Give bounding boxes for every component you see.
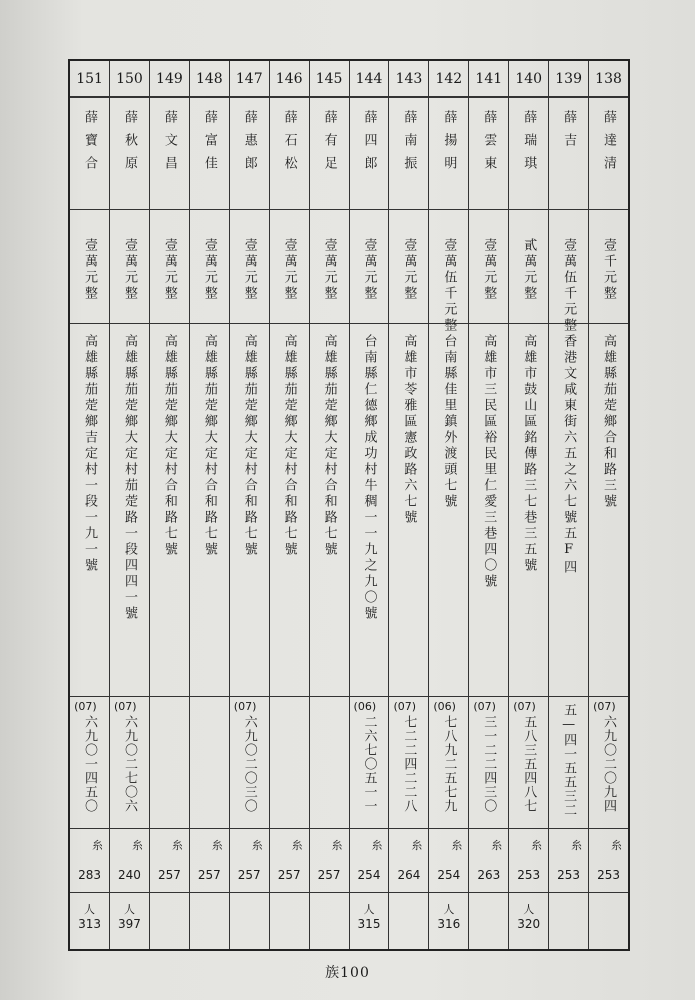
name-cell <box>230 98 269 210</box>
entry-number-cell <box>549 61 588 98</box>
lineage-ref-number: 257 <box>197 868 221 882</box>
name-cell <box>389 98 428 210</box>
amount-cell <box>310 210 349 324</box>
donor-address: 高雄縣茄萣鄉大定村合和路七號 <box>321 334 337 558</box>
entry-number: 138 <box>595 70 622 87</box>
lineage-ref-number: 253 <box>557 868 581 882</box>
entry-number: 145 <box>315 70 343 87</box>
lineage-ref-cell <box>310 829 349 893</box>
donor-name: 薛達清 <box>601 110 617 179</box>
page-footer: 族100 <box>325 965 370 981</box>
name-cell <box>549 98 588 210</box>
donor-name: 薛南振 <box>401 110 417 179</box>
phone-area-code: (06) <box>433 700 456 713</box>
address-cell <box>110 324 149 697</box>
amount-cell <box>389 210 428 324</box>
phone-number: 七二二四二二八 <box>401 715 417 813</box>
person-ref-cell <box>230 893 269 949</box>
person-ref-mark: 人 <box>523 903 535 916</box>
lineage-ref-cell <box>230 829 269 893</box>
donation-amount: 壹萬元整 <box>161 238 177 302</box>
phone-area-code: (07) <box>393 700 417 713</box>
lineage-ref-number: 257 <box>277 868 301 882</box>
entry-number: 147 <box>235 70 263 87</box>
name-cell <box>469 98 508 210</box>
lineage-ref-mark: 糸 <box>291 839 303 852</box>
phone-cell <box>509 697 548 829</box>
address-cell <box>150 324 189 697</box>
lineage-ref-mark: 糸 <box>131 839 143 852</box>
phone-number: 二六七〇五一一 <box>361 715 377 813</box>
donor-name: 薛雲東 <box>481 110 497 179</box>
entry-number-cell <box>310 61 349 98</box>
table-column <box>109 61 149 949</box>
phone-cell <box>589 697 628 829</box>
lineage-ref-cell <box>509 829 548 893</box>
lineage-ref-mark: 糸 <box>211 839 223 852</box>
address-cell <box>310 324 349 697</box>
donor-table <box>68 59 630 951</box>
phone-area-code: (07) <box>513 700 536 713</box>
phone-cell <box>389 697 428 829</box>
lineage-ref-mark: 糸 <box>491 839 503 852</box>
donor-name: 薛秋原 <box>121 110 137 179</box>
entry-number: 142 <box>435 70 463 87</box>
person-ref-cell <box>469 893 508 949</box>
entry-number-cell <box>589 61 628 98</box>
donor-address: 高雄縣茄萣鄉大定村合和路七號 <box>241 334 257 558</box>
lineage-ref-mark: 糸 <box>371 839 383 852</box>
entry-number-cell <box>389 61 428 98</box>
amount-cell <box>70 210 109 324</box>
donation-amount: 壹萬元整 <box>281 238 297 302</box>
person-ref-cell <box>429 893 468 949</box>
donation-amount: 壹萬元整 <box>361 238 377 302</box>
donor-address: 高雄縣茄萣鄉合和路三號 <box>601 334 617 510</box>
person-ref-cell <box>310 893 349 949</box>
name-cell <box>270 98 309 210</box>
donor-address: 高雄市三民區裕民里仁愛三巷四〇號 <box>481 334 497 590</box>
phone-cell <box>230 697 269 829</box>
donor-name: 薛揚明 <box>441 110 457 179</box>
lineage-ref-cell <box>190 829 229 893</box>
lineage-ref-cell <box>350 829 389 893</box>
lineage-ref-mark: 糸 <box>451 839 463 852</box>
donation-amount: 壹萬伍千元整 <box>561 238 577 334</box>
entry-number: 148 <box>195 70 223 87</box>
phone-number: 六九〇二〇九四 <box>601 715 617 813</box>
lineage-ref-mark: 糸 <box>611 839 622 852</box>
phone-number: 六九〇二〇三〇 <box>241 715 257 813</box>
donor-address: 台南縣仁德鄉成功村牛稠一一九之九〇號 <box>361 334 377 622</box>
phone-number: 六九〇一四五〇 <box>82 715 98 813</box>
phone-cell <box>70 697 109 829</box>
phone-number: 七八九二五七九 <box>441 715 457 813</box>
entry-number-cell <box>509 61 548 98</box>
donor-address: 高雄市鼓山區銘傳路三七巷三五號 <box>521 334 537 574</box>
phone-cell <box>310 697 349 829</box>
lineage-ref-mark: 糸 <box>571 839 583 852</box>
phone-cell <box>469 697 508 829</box>
amount-cell <box>190 210 229 324</box>
lineage-ref-number: 253 <box>517 868 541 882</box>
person-ref-number: 397 <box>118 917 141 931</box>
table-column <box>189 61 229 949</box>
phone-area-code: (07) <box>473 700 496 713</box>
entry-number: 149 <box>156 70 183 87</box>
lineage-ref-mark: 糸 <box>331 839 343 852</box>
entry-number-cell <box>270 61 309 98</box>
amount-cell <box>549 210 588 334</box>
amount-cell <box>230 210 269 324</box>
lineage-ref-mark: 糸 <box>411 839 423 852</box>
table-column <box>229 61 269 949</box>
amount-cell <box>469 210 508 324</box>
address-cell <box>469 324 508 697</box>
donor-address: 高雄縣茄萣鄉大定村合和路七號 <box>281 334 297 558</box>
entry-number: 139 <box>555 70 582 87</box>
amount-cell <box>110 210 149 324</box>
address-cell <box>429 324 468 697</box>
entry-number: 144 <box>355 70 383 87</box>
address-cell <box>270 324 309 697</box>
person-ref-cell <box>549 893 588 949</box>
donation-amount: 貳萬元整 <box>521 238 537 302</box>
lineage-ref-number: 253 <box>597 868 620 882</box>
donation-amount: 壹萬元整 <box>121 238 137 302</box>
donor-address: 香港文咸東街六五之六七號五F四 <box>561 334 577 576</box>
donor-address: 高雄縣茄萣鄉吉定村一段一九一號 <box>82 334 98 574</box>
lineage-ref-mark: 糸 <box>171 839 183 852</box>
person-ref-cell <box>389 893 428 949</box>
donor-address: 台南縣佳里鎮外渡頭七號 <box>441 334 457 510</box>
person-ref-cell <box>150 893 189 949</box>
entry-number: 146 <box>275 70 303 87</box>
lineage-ref-number: 264 <box>397 868 421 882</box>
entry-number-cell <box>190 61 229 98</box>
person-ref-number: 313 <box>78 917 101 931</box>
name-cell <box>310 98 349 210</box>
table-column <box>548 61 588 949</box>
person-ref-mark: 人 <box>84 903 96 916</box>
table-column <box>70 61 109 949</box>
lineage-ref-cell <box>70 829 109 893</box>
donor-name: 薛惠郎 <box>241 110 257 179</box>
address-cell <box>549 324 588 697</box>
donation-amount: 壹萬元整 <box>82 238 98 302</box>
donation-amount: 壹萬伍千元整 <box>441 238 457 334</box>
donation-amount: 壹萬元整 <box>201 238 217 302</box>
entry-number-cell <box>230 61 269 98</box>
table-column <box>309 61 349 949</box>
person-ref-cell <box>70 893 109 949</box>
entry-number: 140 <box>515 70 543 87</box>
phone-area-code: (07) <box>593 700 616 713</box>
lineage-ref-number: 257 <box>237 868 261 882</box>
entry-number-cell <box>469 61 508 98</box>
phone-cell <box>429 697 468 829</box>
name-cell <box>70 98 109 210</box>
name-cell <box>350 98 389 210</box>
donor-name: 薛寶合 <box>82 110 98 179</box>
address-cell <box>350 324 389 697</box>
phone-cell <box>150 697 189 829</box>
lineage-ref-cell <box>270 829 309 893</box>
donation-amount: 壹萬元整 <box>481 238 497 302</box>
phone-cell <box>350 697 389 829</box>
donor-address: 高雄縣茄萣鄉大定村合和路七號 <box>161 334 177 558</box>
lineage-ref-cell <box>150 829 189 893</box>
name-cell <box>190 98 229 210</box>
table-column <box>468 61 508 949</box>
name-cell <box>110 98 149 210</box>
phone-cell <box>270 697 309 829</box>
person-ref-mark: 人 <box>363 903 375 916</box>
phone-area-code: (07) <box>74 700 97 713</box>
amount-cell <box>429 210 468 334</box>
amount-cell <box>350 210 389 324</box>
phone-area-code: (07) <box>114 700 137 713</box>
table-column <box>149 61 189 949</box>
person-ref-number: 316 <box>437 917 461 931</box>
lineage-ref-number: 257 <box>157 868 181 882</box>
table-column <box>388 61 428 949</box>
name-cell <box>150 98 189 210</box>
donation-amount: 壹萬元整 <box>241 238 257 302</box>
lineage-ref-cell <box>589 829 628 893</box>
phone-area-code: (06) <box>353 700 377 713</box>
donor-name: 薛有足 <box>321 110 337 179</box>
entry-number-cell <box>150 61 189 98</box>
address-cell <box>589 324 628 697</box>
lineage-ref-cell <box>469 829 508 893</box>
person-ref-cell <box>190 893 229 949</box>
donor-address: 高雄市苓雅區憲政路六七號 <box>401 334 417 526</box>
table-column <box>269 61 309 949</box>
phone-area-code: (07) <box>233 700 257 713</box>
person-ref-cell <box>110 893 149 949</box>
entry-number: 151 <box>76 70 103 87</box>
table-column <box>508 61 548 949</box>
person-ref-mark: 人 <box>123 903 135 916</box>
donor-name: 薛富佳 <box>201 110 217 179</box>
donation-amount: 壹千元整 <box>601 238 617 302</box>
address-cell <box>509 324 548 697</box>
person-ref-cell <box>589 893 628 949</box>
amount-cell <box>270 210 309 324</box>
entry-number: 150 <box>116 70 143 87</box>
address-cell <box>389 324 428 697</box>
phone-cell <box>190 697 229 829</box>
person-ref-number: 320 <box>517 917 541 931</box>
table-column <box>428 61 468 949</box>
lineage-ref-cell <box>110 829 149 893</box>
amount-cell <box>150 210 189 324</box>
name-cell <box>509 98 548 210</box>
phone-number: 五八三五四八七 <box>521 715 537 813</box>
donor-address: 高雄縣茄萣鄉大定村合和路七號 <box>201 334 217 558</box>
person-ref-mark: 人 <box>443 903 455 916</box>
person-ref-number: 315 <box>357 917 381 931</box>
entry-number: 143 <box>395 70 423 87</box>
address-cell <box>70 324 109 697</box>
donor-name: 薛吉 <box>561 110 577 156</box>
lineage-ref-number: 254 <box>437 868 461 882</box>
table-column <box>588 61 628 949</box>
phone-cell <box>549 697 588 829</box>
phone-number: 三一二二四三〇 <box>481 715 497 813</box>
entry-number-cell <box>70 61 109 98</box>
person-ref-cell <box>270 893 309 949</box>
name-cell <box>589 98 628 210</box>
donor-address: 高雄縣茄萣鄉大定村茄萣路一段四四一號 <box>121 334 137 622</box>
lineage-ref-cell <box>429 829 468 893</box>
entry-number-cell <box>110 61 149 98</box>
donation-amount: 壹萬元整 <box>321 238 337 302</box>
lineage-ref-cell <box>389 829 428 893</box>
phone-cell <box>110 697 149 829</box>
lineage-ref-number: 257 <box>317 868 341 882</box>
donor-name: 薛石松 <box>281 110 297 179</box>
amount-cell <box>589 210 628 324</box>
lineage-ref-mark: 糸 <box>251 839 263 852</box>
donor-name: 薛文昌 <box>161 110 177 179</box>
person-ref-cell <box>509 893 548 949</box>
entry-number-cell <box>350 61 389 98</box>
entry-number-cell <box>429 61 468 98</box>
entry-number: 141 <box>475 70 503 87</box>
address-cell <box>190 324 229 697</box>
phone-number: 六九〇二七〇六 <box>121 715 137 813</box>
donation-amount: 壹萬元整 <box>401 238 417 302</box>
lineage-ref-number: 254 <box>357 868 381 882</box>
lineage-ref-cell <box>549 829 588 893</box>
lineage-ref-mark: 糸 <box>92 839 104 852</box>
lineage-ref-number: 263 <box>477 868 501 882</box>
address-cell <box>230 324 269 697</box>
table-column <box>349 61 389 949</box>
person-ref-cell <box>350 893 389 949</box>
lineage-ref-number: 240 <box>118 868 141 882</box>
phone-number: 五—四一五五三二 <box>561 703 577 817</box>
name-cell <box>429 98 468 210</box>
donor-name: 薛瑞琪 <box>521 110 537 179</box>
donor-name: 薛四郎 <box>361 110 377 179</box>
lineage-ref-number: 283 <box>78 868 101 882</box>
amount-cell <box>509 210 548 324</box>
lineage-ref-mark: 糸 <box>531 839 543 852</box>
